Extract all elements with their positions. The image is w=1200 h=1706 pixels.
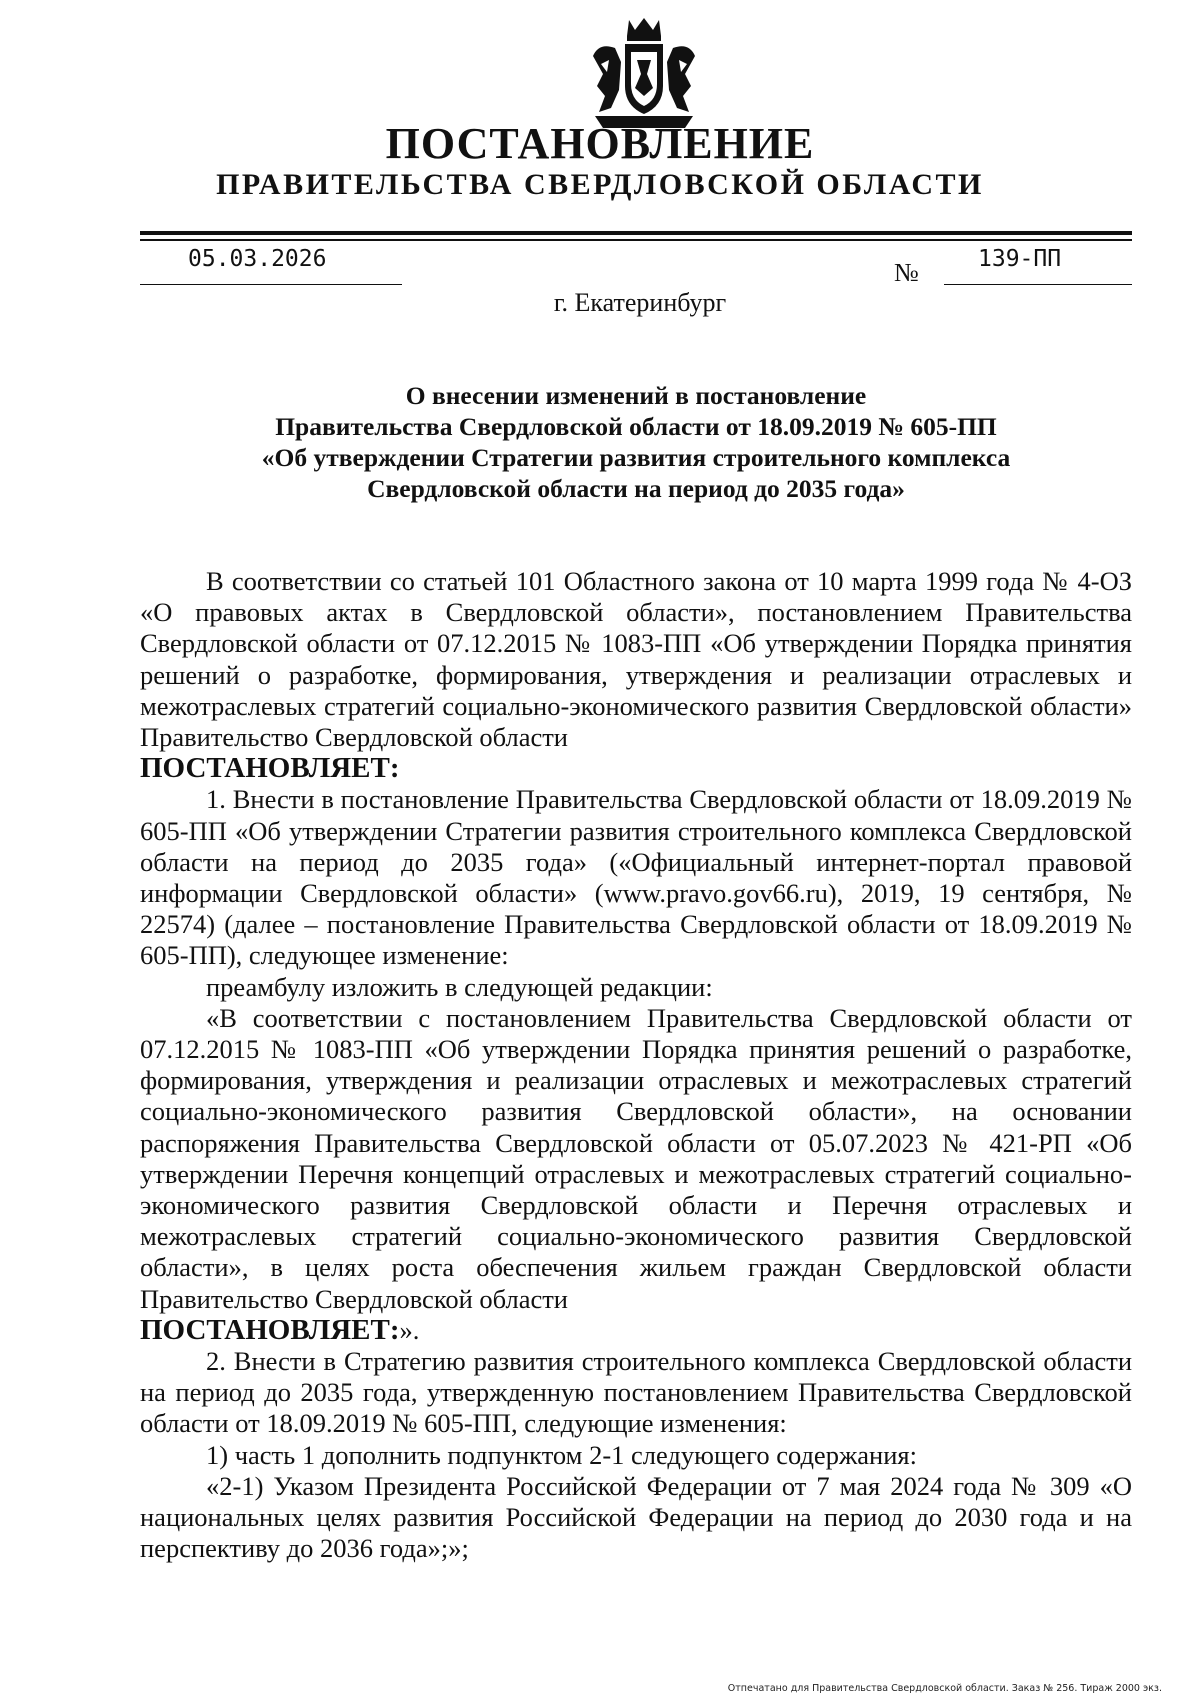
- preamble-resolves-line: [140, 1315, 1132, 1346]
- item-2-1-text: «2-1) Указом Президента Российской Федерации от 7 мая 2024 года № 309 «О национальных целях развития Российской Федерации на период до 2030 года и на перспективу до 2036 года»;»;: [140, 1470, 1132, 1564]
- document-number: 139-ПП: [978, 246, 1062, 272]
- document-heading: [140, 380, 1132, 504]
- heading-line: Правительства Свердловской области от 18.09.2019 № 605-ПП: [275, 412, 997, 441]
- date-field: [140, 244, 402, 285]
- number-sign: №: [894, 258, 919, 287]
- coat-of-arms-icon: [585, 16, 703, 134]
- heading-line: Свердловской области на период до 2035 года»: [367, 474, 905, 503]
- preamble-resolves: ПОСТАНОВЛЯЕТ:: [140, 1313, 400, 1346]
- document-body: [140, 566, 1132, 1565]
- preamble-resolves-tail: ».: [399, 1314, 420, 1345]
- heading-line: «Об утверждении Стратегии развития строительного комплекса: [261, 443, 1011, 472]
- city: г. Екатеринбург: [553, 288, 727, 317]
- preamble-intro: преамбулу изложить в следующей редакции:: [206, 971, 713, 1002]
- number-field: [944, 244, 1132, 285]
- preamble-text: «В соответствии с постановлением Правительства Свердловской области от 07.12.2015 № 1083-ПП «Об утверждении Порядка принятия решений о разработке, формирования, утверждения и реализации отраслевых и межотраслевых стратегий социально-экономического развития Свердловской области», на основании распоряжения Правительства Свердловской области от 05.07.2023 № 421-РП «Об утверждении Перечня концепций отраслевых и межотраслевых стратегий социально-экономического развития Свердловской области и Перечня отраслевых и межотраслевых стратегий социально-экономического развития Свердловской области», в целях роста обеспечения жильем граждан Свердловской области Правительство Свердловской области: [140, 1002, 1132, 1314]
- header-rule-thick: [140, 231, 1132, 235]
- issuer-title: ПРАВИТЕЛЬСТВА СВЕРДЛОВСКОЙ ОБЛАСТИ: [216, 168, 984, 201]
- item-2-paragraph: 2. Внести в Стратегию развития строительного комплекса Свердловской области на период до 2035 года, утвержденную постановлением Правительства Свердловской области от 18.09.2019 № 605-ПП, следующие изменения:: [140, 1346, 1132, 1439]
- resolves-line: ПОСТАНОВЛЯЕТ:: [140, 752, 400, 785]
- heading-line: О внесении изменений в постановление: [405, 381, 867, 410]
- item-1-paragraph: 1. Внести в постановление Правительства Свердловской области от 18.09.2019 № 605-ПП «Об утверждении Стратегии развития строительного комплекса Свердловской области на период до 2035 года» («Официальный интернет-портал правовой информации Свердловской области» (www.pravo.gov66.ru), 2019, 19 сентября, № 22574) (далее – постановление Правительства Свердловской области от 18.09.2019 № 605-ПП), следующее изменение:: [140, 784, 1132, 971]
- document-title: ПОСТАНОВЛЕНИЕ: [385, 119, 815, 168]
- intro-paragraph: В соответствии со статьей 101 Областного закона от 10 марта 1999 года № 4-ОЗ «О правовых актах в Свердловской области», постановлением Правительства Свердловской области от 07.12.2015 № 1083-ПП «Об утверждении Порядка принятия решений о разработке, формирования, утверждения и реализации отраслевых и межотраслевых стратегий социально-экономического развития Свердловской области» Правительство Свердловской области: [140, 566, 1132, 753]
- header-rule-thin: [140, 239, 1132, 241]
- item-2-1-paragraph: 1) часть 1 дополнить подпунктом 2-1 следующего содержания:: [206, 1439, 917, 1470]
- document-date: 05.03.2026: [188, 246, 327, 272]
- print-note: Отпечатано для Правительства Свердловской области. Заказ № 256. Тираж 2000 экз.: [727, 1683, 1162, 1694]
